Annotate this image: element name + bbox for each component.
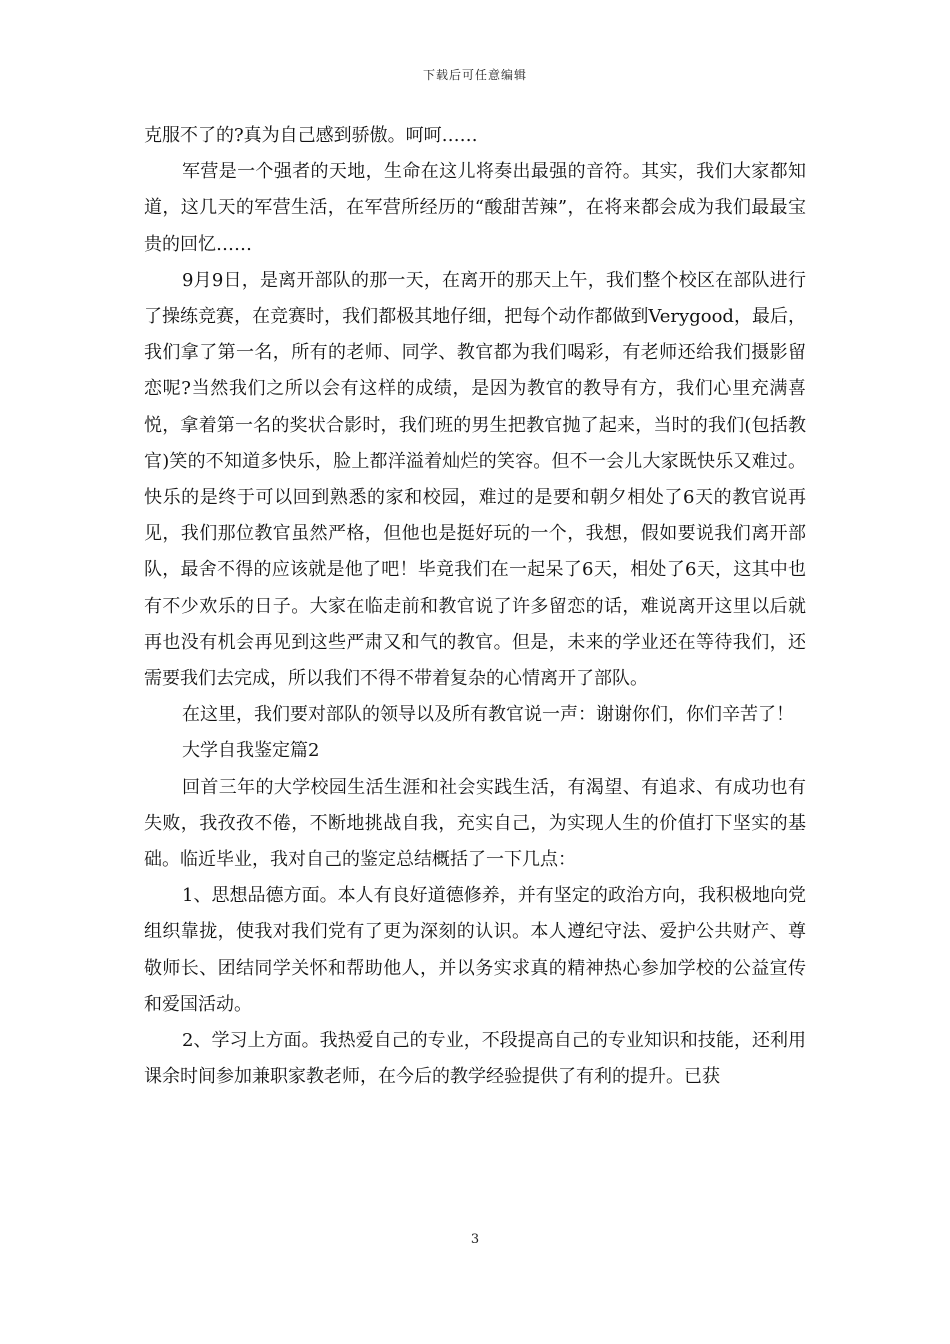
document-body (144, 118, 806, 1095)
page-header: 下载后可任意编辑 (422, 68, 527, 82)
paragraph-military-camp: 军营是一个强者的天地，生命在这儿将奏出最强的音符。其实，我们大家都知道，这几天的军营生活，在军营所经历的“酸甜苦辣”，在将来都会成为我们最最宝贵的回忆…… (144, 161, 806, 255)
paragraph-moral: 1、思想品德方面。本人有良好道德修养，并有坚定的政治方向，我积极地向党组织靠拢，使我对我们党有了更为深刻的认识。本人遵纪守法、爱护公共财产、尊敬师长、团结同学关怀和帮助他人，并以务实求真的精神热心参加学校的公益宣传和爱国活动。 (144, 885, 806, 1015)
paragraph-leaving-day: 9月9日，是离开部队的那一天，在离开的那天上午，我们整个校区在部队进行了操练竞赛，在竞赛时，我们都极其地仔细，把每个动作都做到Verygood，最后，我们拿了第一名，所有的老师、同学、教官都为我们喝彩，有老师还给我们摄影留恋呢?当然我们之所以会有这样的成绩，是因为教官的教导有方，我们心里充满喜悦，拿着第一名的奖状合影时，我们班的男生把教官抛了起来，当时的我们(包括教官)笑的不知道多快乐，脸上都洋溢着灿烂的笑容。但不一会儿大家既快乐又难过。快乐的是终于可以回到熟悉的家和校园，难过的是要和朝夕相处了6天的教官说再见，我们那位教官虽然严格，但他也是挺好玩的一个，我想，假如要说我们离开部队，最舍不得的应该就是他了吧！毕竟我们在一起呆了6天，相处了6天，这其中也有不少欢乐的日子。大家在临走前和教官说了许多留恋的话，难说离开这里以后就再也没有机会再见到这些严肃又和气的教官。但是，未来的学业还在等待我们，还需要我们去完成，所以我们不得不带着复杂的心情离开了部队。 (144, 269, 806, 690)
paragraph-thanks: 在这里，我们要对部队的领导以及所有教官说一声：谢谢你们，你们辛苦了！ (182, 704, 794, 726)
paragraph-review: 回首三年的大学校园生活生涯和社会实践生活，有渴望、有追求、有成功也有失败，我孜孜不倦，不断地挑战自我，充实自己，为实现人生的价值打下坚实的基础。临近毕业，我对自己的鉴定总结概括了一下几点： (144, 776, 806, 871)
page-number: 3 (470, 1232, 480, 1247)
paragraph-continuation: 克服不了的?真为自己感到骄傲。呵呵…… (144, 125, 478, 146)
paragraph-study: 2、学习上方面。我热爱自己的专业，不段提高自己的专业知识和技能，还利用课余时间参加兼职家教老师，在今后的教学经验提供了有利的提升。已获 (144, 1030, 806, 1088)
section-heading: 大学自我鉴定篇2 (182, 740, 320, 762)
